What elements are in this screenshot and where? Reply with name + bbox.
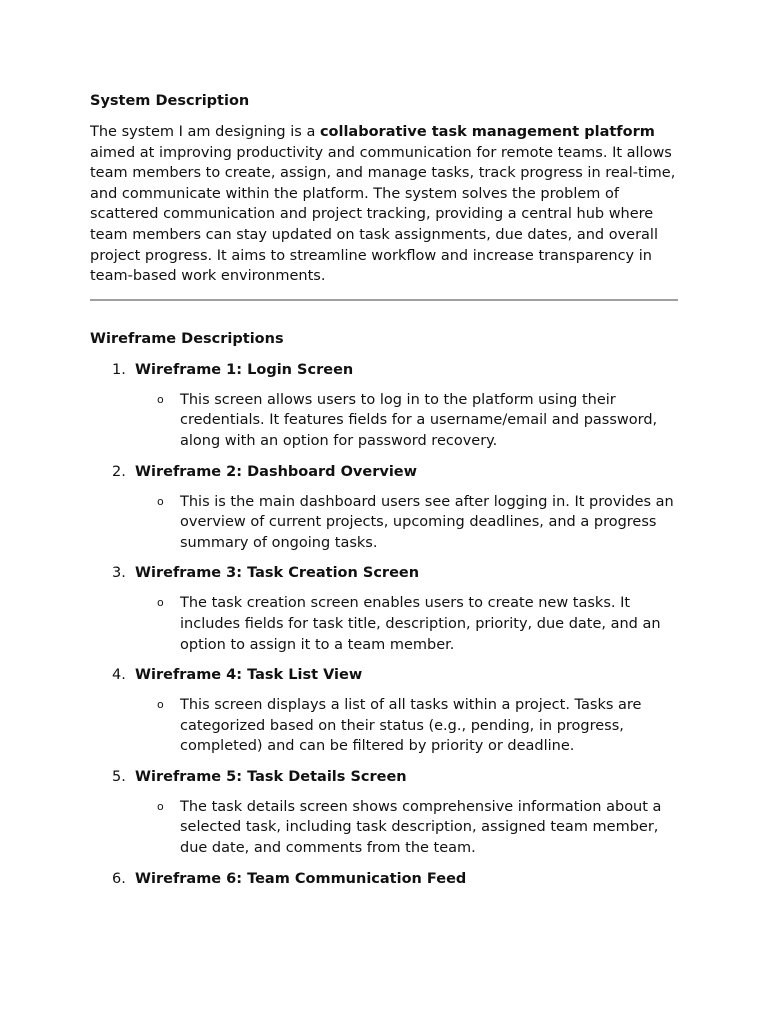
system-description-heading: System Description (90, 93, 250, 109)
wireframe-descriptions-heading: Wireframe Descriptions (90, 330, 284, 347)
wireframe-list (90, 359, 680, 890)
wireframe-title: Wireframe 1: Login Screen (135, 361, 354, 378)
wireframe-item (90, 359, 680, 452)
document-page (90, 90, 680, 890)
intro-text: The system I am designing is a (90, 124, 320, 140)
wireframe-number: 1. (112, 361, 126, 378)
bullet-icon: o (157, 392, 164, 406)
bullet-icon: o (157, 799, 164, 813)
wireframe-number: 3. (112, 565, 126, 582)
wireframe-item (90, 664, 680, 757)
bullet-icon: o (157, 596, 164, 610)
wireframe-description: The task details screen shows comprehensive information about a selected task, including task description, assigned team member, due date, and comments from the team. (180, 798, 662, 857)
wireframe-title: Wireframe 2: Dashboard Overview (135, 463, 418, 480)
bullet-icon: o (157, 698, 164, 712)
wireframe-item (90, 461, 680, 554)
wireframe-description: This screen displays a list of all tasks within a project. Tasks are categorized based on their status (e.g., pending, in progress, completed) and can be filtered by priority or deadline. (180, 697, 642, 755)
wireframe-description: This is the main dashboard users see after logging in. It provides an overview of current projects, upcoming deadlines, and a progress summary of ongoing tasks. (180, 493, 674, 551)
wireframe-title: Wireframe 6: Team Communication Feed (135, 870, 467, 887)
bullet-icon: o (157, 494, 164, 508)
horizontal-divider (90, 299, 678, 301)
wireframe-title: Wireframe 3: Task Creation Screen (135, 565, 420, 582)
system-description-paragraph (90, 122, 680, 287)
wireframe-number: 2. (112, 463, 126, 480)
wireframe-title: Wireframe 4: Task List View (135, 667, 363, 684)
wireframe-number: 4. (112, 667, 126, 684)
wireframe-description: This screen allows users to log in to the platform using their credentials. It features fields for a username/email and password, along with an option for password recovery. (180, 391, 658, 449)
wireframe-number: 5. (112, 768, 126, 785)
wireframe-number: 6. (112, 870, 126, 887)
wireframe-item (90, 562, 680, 655)
wireframe-description: The task creation screen enables users to create new tasks. It includes fields for task title, description, priority, due date, and an option to assign it to a team member. (180, 595, 661, 653)
intro-bold-text: collaborative task management platform (319, 124, 655, 140)
wireframe-item (90, 868, 680, 890)
wireframe-item (90, 766, 680, 859)
description-body-text: aimed at improving productivity and communication for remote teams. It allows team members to create, assign, and manage tasks, track progress in real-time, and communicate within the platform. The system solves the problem of scattered communication and project tracking, providing a central hub where team members can stay updated on task assignments, due dates, and overall project progress. It aims to streamline workflow and increase transparency in team-based work environments. (90, 144, 676, 285)
wireframe-title: Wireframe 5: Task Details Screen (135, 768, 407, 785)
